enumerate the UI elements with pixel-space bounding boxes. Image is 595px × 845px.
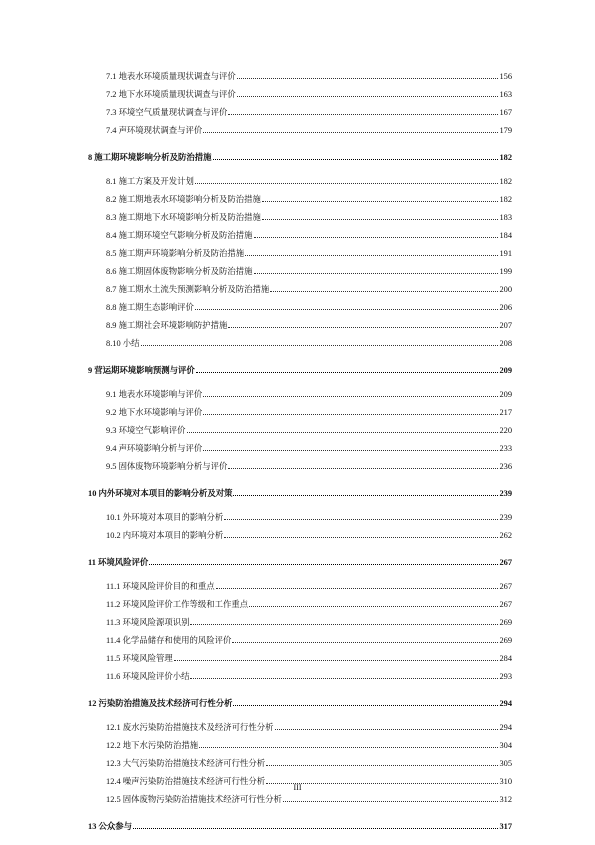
toc-section-entry[interactable] [88, 248, 512, 258]
toc-section-entry[interactable] [88, 71, 512, 81]
dot-leader [266, 758, 498, 766]
toc-entry-page-number: 200 [499, 285, 512, 294]
toc-section-entry[interactable] [88, 461, 512, 471]
toc-entry-title: 9.3 环境空气影响评价 [106, 426, 186, 435]
dot-leader [224, 530, 498, 538]
toc-section-entry[interactable] [88, 635, 512, 645]
toc-section-entry[interactable] [88, 125, 512, 135]
toc-entry-title: 12.3 大气污染防治措施技术经济可行性分析 [106, 759, 266, 768]
toc-section-entry[interactable] [88, 107, 512, 117]
dot-leader [195, 176, 499, 184]
toc-section-entry[interactable] [88, 302, 512, 312]
toc-section-entry[interactable] [88, 617, 512, 627]
toc-entry-page-number: 233 [499, 444, 512, 453]
toc-entry-title: 9.1 地表水环境影响与评价 [106, 390, 203, 399]
toc-entry-page-number: 209 [499, 390, 512, 399]
toc-entry-page-number: 182 [499, 195, 512, 204]
toc-entry-page-number: 284 [499, 654, 512, 663]
dot-leader [213, 152, 499, 160]
dot-leader [232, 635, 498, 643]
toc-section-entry[interactable] [88, 722, 512, 732]
dot-leader [262, 194, 499, 202]
dot-leader [275, 722, 499, 730]
toc-entry-page-number: 267 [499, 558, 512, 567]
toc-entry-page-number: 294 [499, 723, 512, 732]
toc-section-entry[interactable] [88, 389, 512, 399]
dot-leader [228, 320, 498, 328]
toc-entry-page-number: 167 [499, 108, 512, 117]
toc-entry-title: 12.5 固体废物污染防治措施技术经济可行性分析 [106, 795, 282, 804]
toc-entry-title: 12 污染防治措施及技术经济可行性分析 [88, 699, 233, 708]
toc-entry-title: 9 营运期环境影响预测与评价 [88, 366, 195, 375]
dot-leader [187, 425, 499, 433]
toc-entry-title: 10.1 外环境对本项目的影响分析 [106, 513, 224, 522]
dot-leader [228, 107, 498, 115]
dot-leader [174, 653, 499, 661]
table-of-contents [88, 71, 512, 845]
toc-chapter-entry[interactable] [88, 821, 512, 831]
toc-entry-page-number: 304 [499, 741, 512, 750]
toc-section-entry[interactable] [88, 176, 512, 186]
toc-entry-title: 12.4 噪声污染防治措施技术经济可行性分析 [106, 777, 266, 786]
toc-entry-title: 7.1 地表水环境质量现状调查与评价 [106, 72, 236, 81]
toc-section-entry[interactable] [88, 338, 512, 348]
dot-leader [245, 248, 498, 256]
toc-section-entry[interactable] [88, 740, 512, 750]
toc-entry-title: 11.6 环境风险评价小结 [106, 672, 190, 681]
toc-entry-page-number: 184 [499, 231, 512, 240]
dot-leader [203, 389, 498, 397]
toc-entry-page-number: 182 [499, 177, 512, 186]
toc-section-entry[interactable] [88, 653, 512, 663]
dot-leader [195, 302, 499, 310]
dot-leader [216, 581, 499, 589]
toc-entry-page-number: 217 [499, 408, 512, 417]
dot-leader [133, 821, 498, 829]
toc-entry-page-number: 206 [499, 303, 512, 312]
toc-entry-page-number: 156 [499, 72, 512, 81]
toc-section-entry[interactable] [88, 599, 512, 609]
toc-entry-title: 8.10 小结 [106, 339, 140, 348]
toc-section-entry[interactable] [88, 266, 512, 276]
toc-entry-page-number: 239 [499, 489, 512, 498]
dot-leader [237, 89, 499, 97]
toc-entry-page-number: 262 [499, 531, 512, 540]
toc-entry-title: 9.5 固体废物环境影响分析与评价 [106, 462, 228, 471]
toc-entry-title: 7.4 声环境现状调查与评价 [106, 126, 203, 135]
page-number-footer: III [293, 783, 302, 792]
toc-entry-title: 11 环境风险评价 [88, 558, 149, 567]
toc-section-entry[interactable] [88, 212, 512, 222]
toc-entry-page-number: 207 [499, 321, 512, 330]
toc-section-entry[interactable] [88, 320, 512, 330]
toc-entry-page-number: 179 [499, 126, 512, 135]
toc-entry-page-number: 310 [499, 777, 512, 786]
toc-entry-page-number: 220 [499, 426, 512, 435]
toc-entry-page-number: 305 [499, 759, 512, 768]
toc-entry-title: 8.5 施工期声环境影响分析及防治措施 [106, 249, 245, 258]
toc-entry-title: 8.1 施工方案及开发计划 [106, 177, 194, 186]
dot-leader [270, 284, 498, 292]
dot-leader [283, 794, 499, 802]
toc-entry-title: 8.9 施工期社会环境影响防护措施 [106, 321, 228, 330]
toc-entry-page-number: 191 [499, 249, 512, 258]
toc-entry-page-number: 236 [499, 462, 512, 471]
toc-entry-page-number: 267 [499, 600, 512, 609]
dot-leader [233, 698, 498, 706]
toc-chapter-entry[interactable] [88, 698, 512, 708]
toc-entry-page-number: 293 [499, 672, 512, 681]
toc-entry-page-number: 239 [499, 513, 512, 522]
toc-entry-page-number: 269 [499, 636, 512, 645]
toc-section-entry[interactable] [88, 443, 512, 453]
dot-leader [203, 443, 498, 451]
dot-leader [190, 671, 498, 679]
toc-entry-page-number: 209 [499, 366, 512, 375]
toc-section-entry[interactable] [88, 425, 512, 435]
toc-section-entry[interactable] [88, 530, 512, 540]
toc-section-entry[interactable] [88, 794, 512, 804]
dot-leader [254, 266, 499, 274]
dot-leader [149, 557, 498, 565]
toc-entry-title: 12.1 废水污染防治措施技术及经济可行性分析 [106, 723, 274, 732]
toc-entry-page-number: 269 [499, 618, 512, 627]
toc-entry-title: 11.4 化学品储存和使用的风险评价 [106, 636, 232, 645]
toc-section-entry[interactable] [88, 512, 512, 522]
toc-entry-title: 8.7 施工期水土流失预测影响分析及防治措施 [106, 285, 270, 294]
toc-entry-title: 8.6 施工期固体废物影响分析及防治措施 [106, 267, 253, 276]
toc-entry-title: 8.2 施工期地表水环境影响分析及防治措施 [106, 195, 261, 204]
toc-entry-title: 11.2 环境风险评价工作等级和工作重点 [106, 600, 249, 609]
toc-entry-title: 7.2 地下水环境质量现状调查与评价 [106, 90, 236, 99]
toc-section-entry[interactable] [88, 407, 512, 417]
toc-section-entry[interactable] [88, 671, 512, 681]
toc-entry-page-number: 182 [499, 153, 512, 162]
dot-leader [190, 617, 498, 625]
toc-entry-title: 11.1 环境风险评价目的和重点 [106, 582, 215, 591]
dot-leader [199, 740, 498, 748]
dot-leader [224, 512, 498, 520]
toc-entry-page-number: 183 [499, 213, 512, 222]
dot-leader [254, 230, 499, 238]
toc-entry-title: 13 公众参与 [88, 822, 132, 831]
toc-section-entry[interactable] [88, 758, 512, 768]
toc-entry-page-number: 199 [499, 267, 512, 276]
toc-chapter-entry[interactable] [88, 488, 512, 498]
toc-section-entry[interactable] [88, 194, 512, 204]
dot-leader [262, 212, 499, 220]
toc-entry-page-number: 312 [499, 795, 512, 804]
dot-leader [233, 488, 498, 496]
toc-chapter-entry[interactable] [88, 365, 512, 375]
dot-leader [141, 338, 499, 346]
toc-entry-page-number: 163 [499, 90, 512, 99]
toc-entry-title: 8.8 施工期生态影响评价 [106, 303, 194, 312]
toc-entry-title: 11.3 环境风险源项识别 [106, 618, 190, 627]
toc-entry-page-number: 317 [499, 822, 512, 831]
toc-entry-page-number: 267 [499, 582, 512, 591]
toc-chapter-entry[interactable] [88, 557, 512, 567]
toc-entry-page-number: 294 [499, 699, 512, 708]
toc-entry-title: 9.4 声环境影响分析与评价 [106, 444, 203, 453]
dot-leader [196, 365, 499, 373]
dot-leader [228, 461, 498, 469]
dot-leader [203, 125, 498, 133]
toc-entry-title: 9.2 地下水环境影响与评价 [106, 408, 203, 417]
toc-entry-title: 7.3 环境空气质量现状调查与评价 [106, 108, 228, 117]
dot-leader [237, 71, 499, 79]
toc-entry-title: 8.4 施工期环境空气影响分析及防治措施 [106, 231, 253, 240]
dot-leader [203, 407, 498, 415]
toc-chapter-entry[interactable] [88, 152, 512, 162]
toc-entry-title: 11.5 环境风险管理 [106, 654, 173, 663]
toc-section-entry[interactable] [88, 89, 512, 99]
toc-entry-title: 10 内外环境对本项目的影响分析及对策 [88, 489, 233, 498]
toc-section-entry[interactable] [88, 230, 512, 240]
toc-entry-title: 10.2 内环境对本项目的影响分析 [106, 531, 224, 540]
toc-entry-title: 8.3 施工期地下水环境影响分析及防治措施 [106, 213, 261, 222]
toc-entry-page-number: 208 [499, 339, 512, 348]
toc-entry-title: 12.2 地下水污染防治措施 [106, 741, 199, 750]
dot-leader [249, 599, 498, 607]
toc-section-entry[interactable] [88, 581, 512, 591]
toc-entry-title: 8 施工期环境影响分析及防治措施 [88, 153, 212, 162]
toc-section-entry[interactable] [88, 284, 512, 294]
